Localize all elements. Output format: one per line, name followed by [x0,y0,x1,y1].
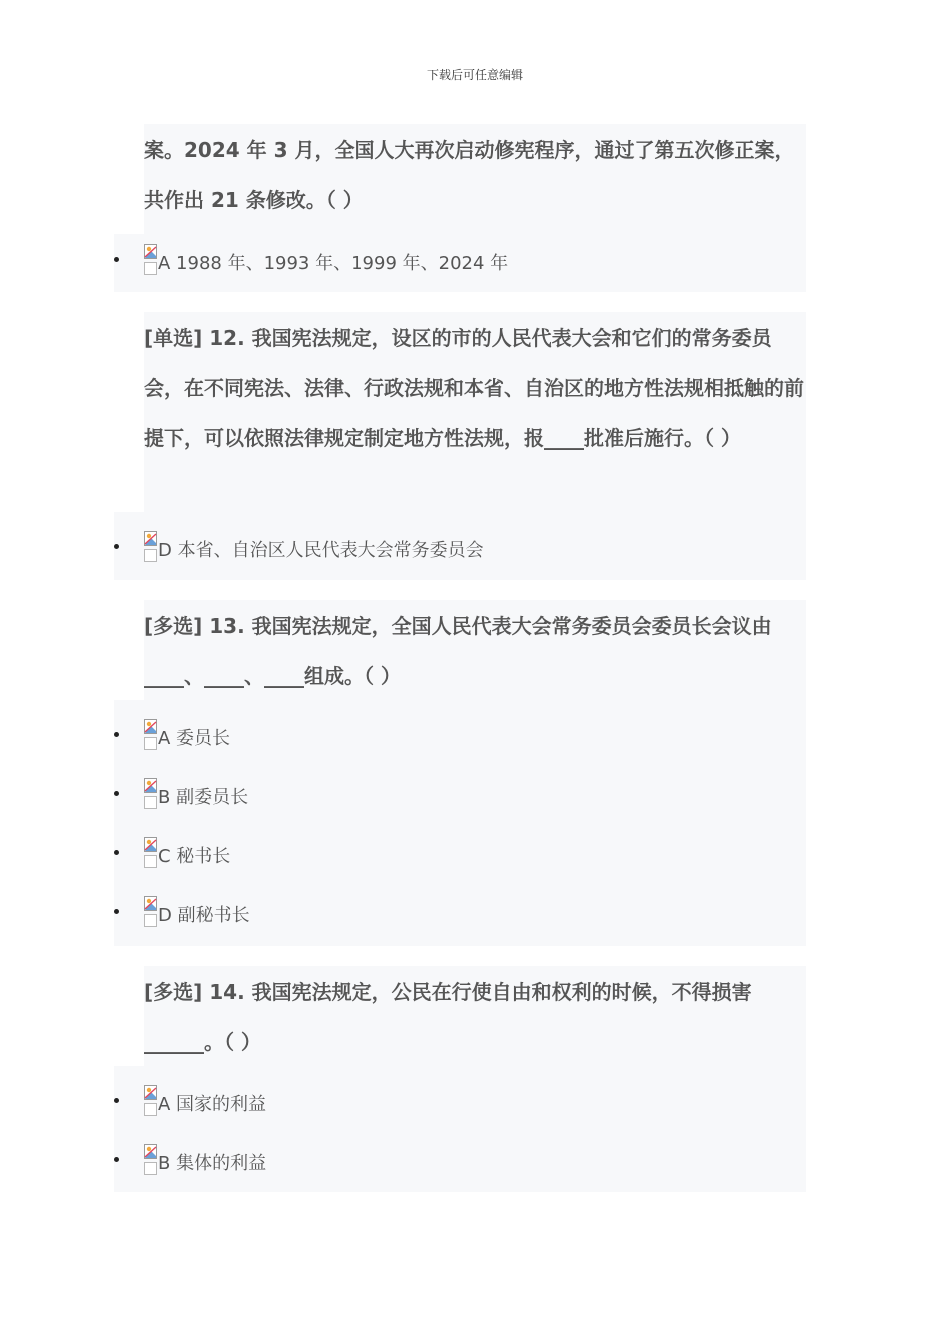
broken-image-icon [144,1144,158,1176]
question-stem: 案。2024 年 3 月，全国人大再次启动修宪程序，通过了第五次修正案，共作出 21 条修改。（ ） [144,138,795,212]
bullet [114,791,119,796]
option-label: D 本省、自治区人民代表大会常务委员会 [158,540,484,561]
bullet [114,850,119,855]
option-label: B 集体的利益 [158,1153,267,1174]
question-stem: [单选] 12. 我国宪法规定，设区的市的人民代表大会和它们的常务委员会，在不同宪法、法律、行政法规和本省、自治区的地方性法规相抵触的前提下，可以依照法律规定制定地方性法规，报____批准后施行。（ ） [144,326,804,450]
broken-image-icon [144,244,158,276]
question-stem: [多选] 13. 我国宪法规定，全国人民代表大会常务委员会委员长会议由____、____、____组成。（ ） [144,614,772,688]
option-label: B 副委员长 [158,787,249,808]
broken-image-icon [144,778,158,810]
bullet [114,1157,119,1162]
option-label: A 国家的利益 [158,1094,267,1115]
option-label: D 副秘书长 [158,905,250,926]
bullet [114,909,119,914]
bullet [114,257,119,262]
broken-image-icon [144,837,158,869]
page-header: 下载后可任意编辑 [426,68,523,82]
bullet [114,732,119,737]
broken-image-icon [144,1085,158,1117]
bullet [114,1098,119,1103]
question-stem: [多选] 14. 我国宪法规定，公民在行使自由和权利的时候，不得损害______。（ ） [144,980,752,1054]
broken-image-icon [144,531,158,563]
broken-image-icon [144,719,158,751]
option-label: A 1988 年、1993 年、1999 年、2024 年 [158,253,509,274]
bullet [114,544,119,549]
option-label: C 秘书长 [158,846,231,867]
option-label: A 委员长 [158,728,231,749]
broken-image-icon [144,896,158,928]
